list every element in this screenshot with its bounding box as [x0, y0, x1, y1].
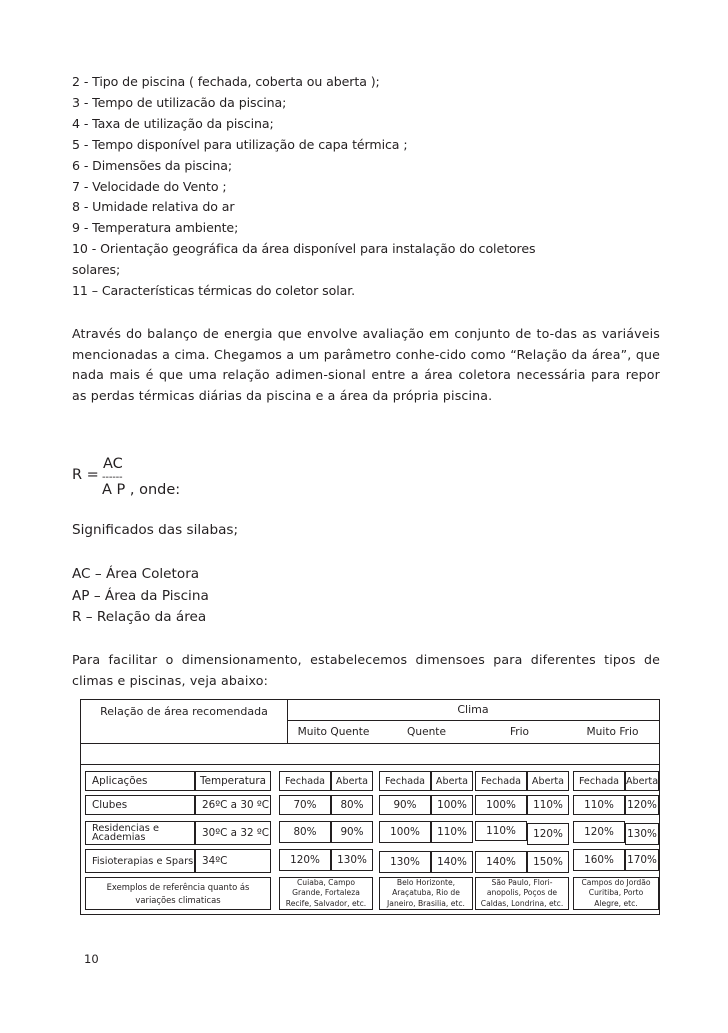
list-item: 7 - Velocidade do Vento ;: [72, 178, 227, 194]
pool-type: Fechada: [475, 771, 527, 791]
row-value: 120%: [279, 849, 331, 871]
row-value: 120%: [573, 821, 625, 843]
corner-label: Relação de área recomendada: [100, 705, 268, 718]
area-ratio-formula: [72, 456, 272, 504]
example-cities: Campos do Jordão Curitiba, Porto Alegre, etc.: [573, 877, 659, 910]
list-item: 2 - Tipo de piscina ( fechada, coberta ou aberta );: [72, 74, 380, 89]
example-cities: Cuiaba, Campo Grande, Fortaleza Recife, Salvador, etc.: [279, 877, 373, 910]
pool-type: Fechada: [279, 771, 331, 791]
list-item: 9 - Temperatura ambiente;: [72, 220, 239, 236]
row-value: 90%: [331, 821, 373, 843]
list-item: solares;: [72, 262, 121, 278]
row-value: 90%: [379, 795, 431, 815]
row-value: 150%: [527, 851, 569, 873]
page-number: 10: [84, 952, 99, 966]
formula-lhs: R =: [72, 467, 99, 483]
temp-header: Temperatura: [195, 771, 271, 791]
pool-type: Aberta: [527, 771, 569, 791]
row-temp: 34ºC: [195, 849, 271, 873]
list-item: 3 - Tempo de utilizacão da piscina;: [72, 94, 287, 110]
row-value: 140%: [475, 851, 527, 873]
row-value: 130%: [331, 849, 373, 871]
row-value: 110%: [527, 795, 569, 815]
definition-ac: AC – Área Coletora: [72, 566, 200, 582]
list-item: 4 - Taxa de utilização da piscina;: [72, 115, 274, 131]
clima-divider: [287, 720, 659, 721]
energy-balance-paragraph: Através do balanço de energia que envolve avaliação em conjunto de to-das as variáveis mencionadas a cima. Chegamos a um parâmetro conhe-cido como “Relação da área”, que nada mais é que uma relação adimen-sional entre a área coletora necessária para repor as perdas térmicas diárias da piscina e a área da própria piscina.: [72, 326, 660, 403]
definition-ap: AP – Área da Piscina: [72, 588, 209, 604]
row-app: Residencias e Academias: [85, 821, 195, 845]
row-value: 110%: [431, 821, 473, 843]
intro-paragraph: Para facilitar o dimensionamento, estabelecemos dimensoes para diferentes tipos de climas e piscinas, veja abaixo:: [72, 652, 660, 688]
example-cities: Belo Horizonte, Araçatuba, Rio de Janeiro, Brasilia, etc.: [379, 877, 473, 910]
area-ratio-table: [80, 699, 660, 915]
row-value: 100%: [431, 795, 473, 815]
row-value: 130%: [625, 823, 659, 845]
row-value: 120%: [625, 795, 659, 815]
definition-r: R – Relação da área: [72, 609, 207, 625]
row-value: 80%: [279, 821, 331, 843]
row-value: 100%: [379, 821, 431, 843]
row-value: 110%: [573, 795, 625, 815]
list-item: 6 - Dimensões da piscina;: [72, 157, 232, 173]
formula-numerator: AC: [103, 456, 123, 472]
example-cities: São Paulo, Flori-anopolis, Poços de Caldas, Londrina, etc.: [475, 877, 569, 910]
row-value: 140%: [431, 851, 473, 873]
row-value: 70%: [279, 795, 331, 815]
pool-type: Aberta: [331, 771, 373, 791]
row-temp: 26ºC a 30 ºC: [195, 795, 271, 815]
examples-label: Exemplos de referência quanto ás variações climaticas: [85, 877, 271, 910]
row-value: 120%: [527, 823, 569, 845]
pool-type: Fechada: [573, 771, 625, 791]
row-app: Clubes: [85, 795, 195, 815]
row-app: Fisioterapias e Spars: [85, 849, 195, 873]
climate-label: Muito Frio: [586, 726, 639, 738]
row-value: 130%: [379, 851, 431, 873]
row-value: 170%: [625, 849, 659, 871]
list-item: 10 - Orientação geográfica da área disponível para instalação do coletores: [72, 241, 536, 257]
meanings-title: Significados das silabas;: [72, 522, 239, 538]
band-divider: [81, 764, 659, 765]
list-item: 11 – Características térmicas do coletor solar.: [72, 283, 356, 299]
pool-type: Fechada: [379, 771, 431, 791]
climate-label: Quente: [407, 726, 446, 738]
formula-divider: ------: [102, 472, 123, 483]
factor-list: [72, 72, 535, 302]
row-value: 110%: [475, 821, 527, 841]
pool-type: Aberta: [431, 771, 473, 791]
row-value: 100%: [475, 795, 527, 815]
list-item: 8 - Umidade relativa do ar: [72, 199, 235, 215]
clima-label: Clima: [457, 703, 489, 716]
app-header: Aplicações: [85, 771, 195, 791]
climate-label: Muito Quente: [297, 726, 370, 738]
pool-type: Aberta: [625, 771, 659, 791]
list-item: 5 - Tempo disponível para utilização de capa térmica ;: [72, 136, 408, 152]
climate-label: Frio: [509, 726, 530, 738]
row-temp: 30ºC a 32 ºC: [195, 821, 271, 845]
row-value: 80%: [331, 795, 373, 815]
row-value: 160%: [573, 849, 625, 871]
formula-denominator: A P , onde:: [102, 482, 181, 498]
